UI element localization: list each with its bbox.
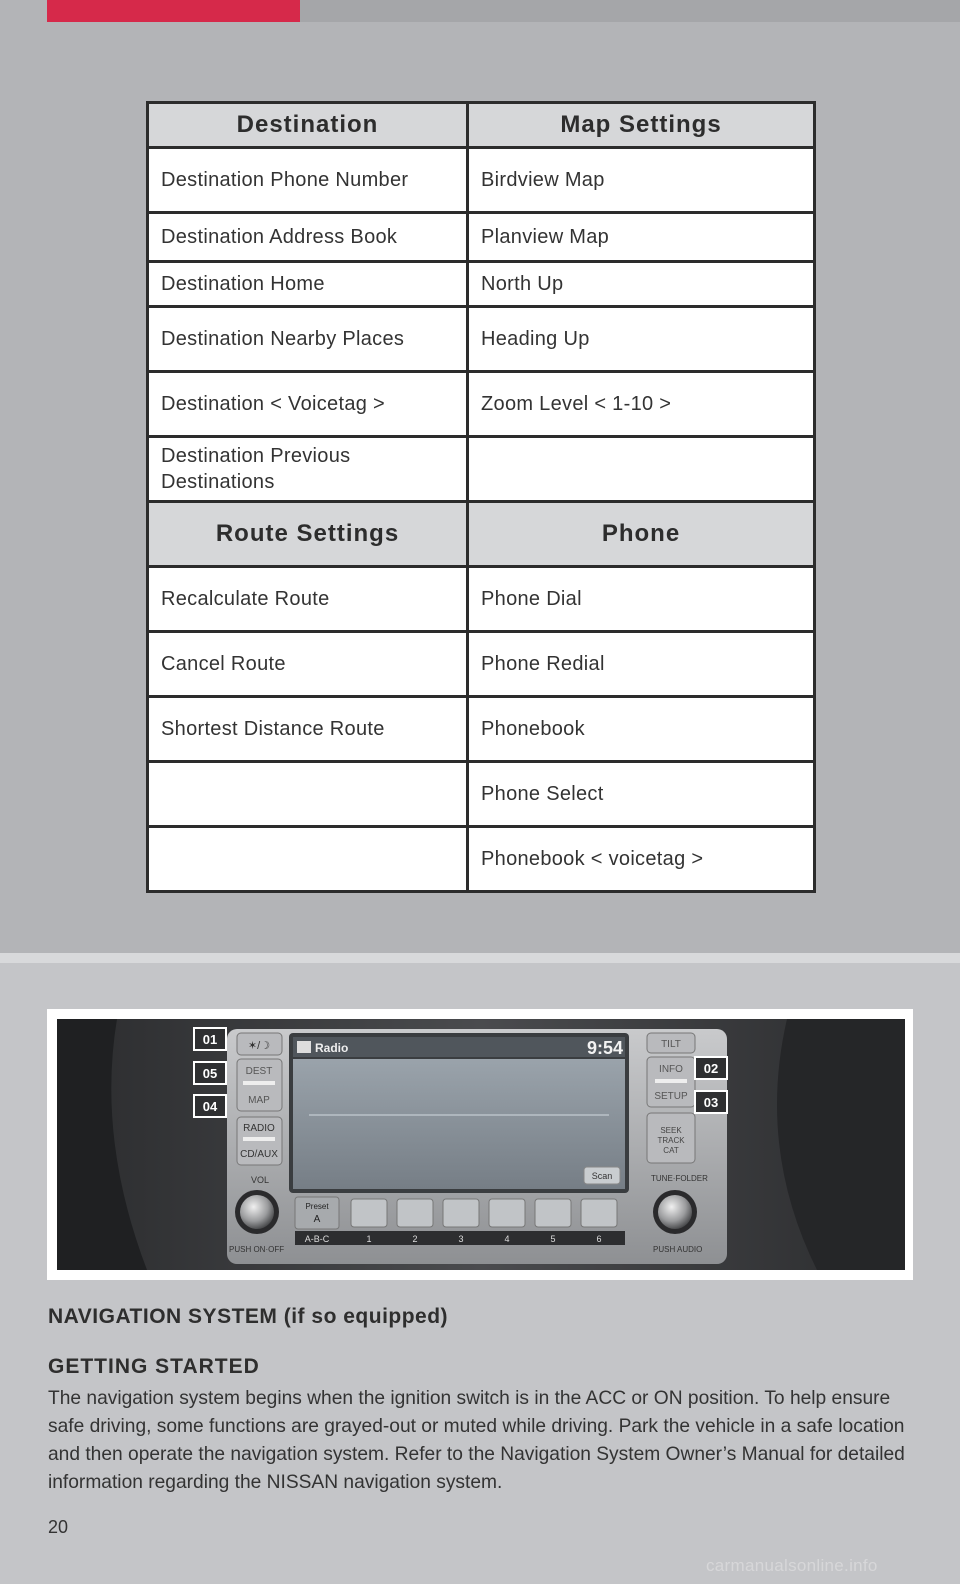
table-row xyxy=(148,262,815,307)
screen-time: 9:54 xyxy=(587,1038,624,1058)
table-cell: Recalculate Route xyxy=(148,567,468,632)
info-label: INFO xyxy=(659,1064,683,1075)
table-cell: Destination Nearby Places xyxy=(148,307,468,372)
map-label: MAP xyxy=(248,1095,270,1106)
track-label: TRACK xyxy=(657,1136,685,1145)
table-row xyxy=(148,567,815,632)
preset-3-label: 3 xyxy=(458,1234,464,1244)
left-button-column xyxy=(229,1033,284,1254)
table-row xyxy=(148,437,815,502)
table-row xyxy=(148,632,815,697)
table-row xyxy=(148,213,815,262)
radio-label: RADIO xyxy=(243,1123,275,1134)
cat-label: CAT xyxy=(663,1146,679,1155)
table-cell: Destination Home xyxy=(148,262,468,307)
header-phone: Phone xyxy=(468,502,815,567)
preset-4-label: 4 xyxy=(504,1234,510,1244)
table-cell xyxy=(148,762,468,827)
table-cell: Phonebook < voicetag > xyxy=(468,827,815,892)
day-night-label: ✶/☽ xyxy=(247,1040,271,1052)
page-number: 20 xyxy=(48,1517,69,1537)
push-audio-label: PUSH AUDIO xyxy=(653,1245,703,1254)
table-cell: Phone Redial xyxy=(468,632,815,697)
callout-03: 03 xyxy=(703,1095,719,1110)
dest-label: DEST xyxy=(245,1066,273,1077)
body-paragraph: The navigation system begins when the ignition switch is in the ACC or ON position. To help ensure safe driving, some functions are grayed-out or muted while driving. Park the vehicle in a safe location and then operate the navigation system. Refer to the Navigation System Owner’s Manual for detailed information regarding the NISSAN navigation system. xyxy=(48,1388,905,1493)
push-on-off-label: PUSH ON·OFF xyxy=(229,1245,285,1254)
header-destination: Destination xyxy=(148,103,468,148)
top-strip xyxy=(300,0,960,22)
table-cell: Cancel Route xyxy=(148,632,468,697)
section-title: NAVIGATION SYSTEM (if so equipped) xyxy=(48,1305,449,1328)
callout-01: 01 xyxy=(202,1032,218,1047)
voice-command-table xyxy=(146,101,816,893)
table-cell: Heading Up xyxy=(468,307,815,372)
section-color-tab xyxy=(47,0,300,22)
table-cell xyxy=(468,437,815,502)
table-cell: Phone Dial xyxy=(468,567,815,632)
vol-label: VOL xyxy=(251,1175,270,1185)
scan-label: Scan xyxy=(591,1171,613,1181)
preset-5-label: 5 xyxy=(550,1234,556,1244)
table-cell: North Up xyxy=(468,262,815,307)
band-label: A-B-C xyxy=(304,1234,330,1244)
table-cell: Birdview Map xyxy=(468,148,815,213)
callout-05: 05 xyxy=(202,1066,218,1081)
table-cell: Shortest Distance Route xyxy=(148,697,468,762)
table-cell: Destination Phone Number xyxy=(148,148,468,213)
preset-label: Preset xyxy=(305,1202,329,1211)
screen-mode: Radio xyxy=(315,1041,349,1055)
header-map-settings: Map Settings xyxy=(468,103,815,148)
callout-04: 04 xyxy=(202,1099,218,1114)
table-row xyxy=(148,372,815,437)
preset-2-label: 2 xyxy=(412,1234,418,1244)
cd-aux-label: CD/AUX xyxy=(240,1149,278,1160)
table-cell: Destination Previous Destinations xyxy=(148,437,468,502)
sub-title: GETTING STARTED xyxy=(48,1355,260,1378)
table-header-row xyxy=(148,502,815,567)
preset-band-letter: A xyxy=(313,1214,321,1225)
tune-folder-label: TUNE·FOLDER xyxy=(651,1174,708,1183)
table-row xyxy=(148,697,815,762)
header-route-settings: Route Settings xyxy=(148,502,468,567)
table-row xyxy=(148,827,815,892)
watermark: carmanualsonline.info xyxy=(706,1556,878,1575)
preset-6-label: 6 xyxy=(596,1234,602,1244)
table-row xyxy=(148,762,815,827)
preset-1-label: 1 xyxy=(366,1234,372,1244)
table-cell: Zoom Level < 1-10 > xyxy=(468,372,815,437)
table-header-row xyxy=(148,103,815,148)
seek-label: SEEK xyxy=(660,1126,682,1135)
divider-band xyxy=(0,953,960,963)
setup-label: SETUP xyxy=(654,1091,688,1102)
nav-unit-photo xyxy=(57,1019,905,1270)
table-cell: Planview Map xyxy=(468,213,815,262)
table-cell xyxy=(148,827,468,892)
table-cell: Destination < Voicetag > xyxy=(148,372,468,437)
tilt-label: TILT xyxy=(661,1039,681,1050)
callout-02: 02 xyxy=(703,1061,719,1076)
table-cell: Destination Address Book xyxy=(148,213,468,262)
table-row xyxy=(148,148,815,213)
table-cell: Phone Select xyxy=(468,762,815,827)
table-cell: Phonebook xyxy=(468,697,815,762)
table-row xyxy=(148,307,815,372)
